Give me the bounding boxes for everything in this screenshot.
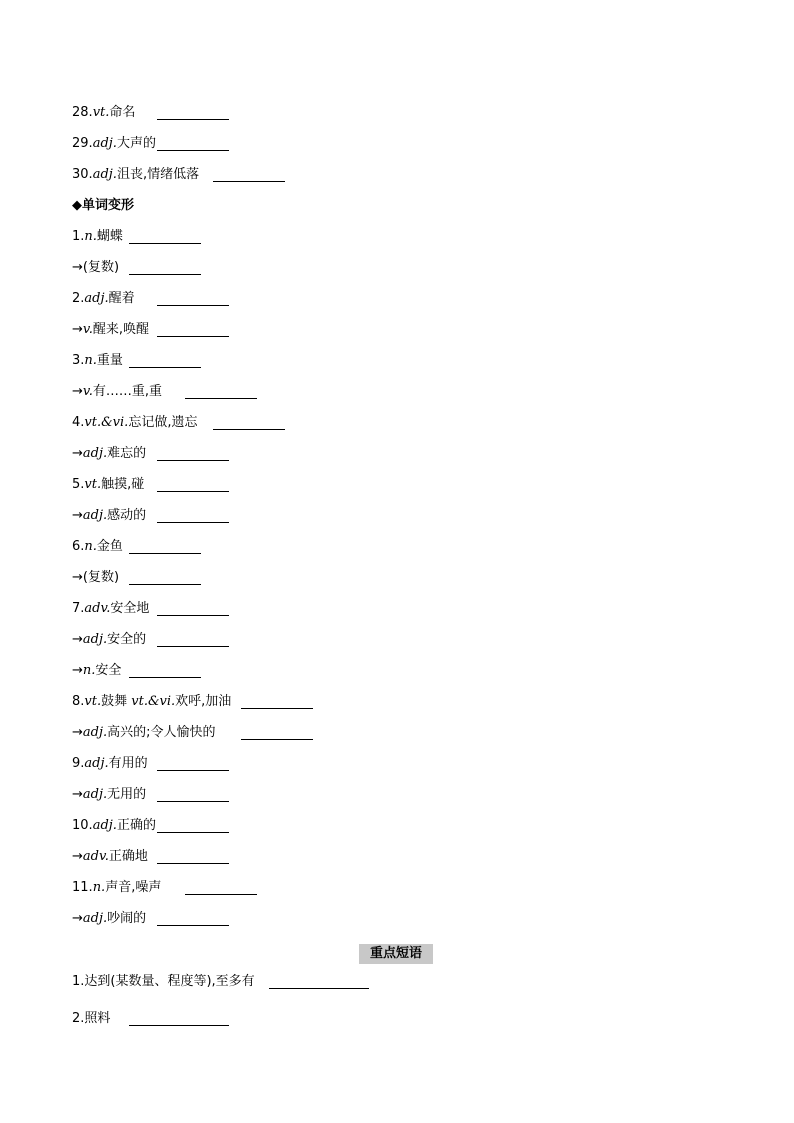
answer-blank[interactable] xyxy=(157,105,229,120)
word-form-item: →adv.正确地 xyxy=(72,847,148,867)
word-form-item: 5.vt.触摸,碰 xyxy=(72,475,144,495)
answer-blank[interactable] xyxy=(157,632,229,647)
word-form-item: →v.有……重,重 xyxy=(72,382,162,402)
word-form-item: 4.vt.&vi.忘记做,遗忘 xyxy=(72,413,197,433)
word-form-item: →(复数) xyxy=(72,258,119,278)
answer-blank[interactable] xyxy=(157,601,229,616)
answer-blank[interactable] xyxy=(129,570,201,585)
answer-blank[interactable] xyxy=(157,291,229,306)
answer-blank[interactable] xyxy=(157,849,229,864)
vocab-item-30: 30.adj.沮丧,情绪低落 xyxy=(72,165,199,185)
answer-blank[interactable] xyxy=(157,477,229,492)
answer-blank[interactable] xyxy=(129,539,201,554)
answer-blank[interactable] xyxy=(129,229,201,244)
answer-blank[interactable] xyxy=(129,1011,229,1026)
phrase-item: 2.照料 xyxy=(72,1009,110,1029)
answer-blank[interactable] xyxy=(241,694,313,709)
answer-blank[interactable] xyxy=(157,818,229,833)
word-form-item: 2.adj.醒着 xyxy=(72,289,135,309)
word-form-item: 11.n.声音,噪声 xyxy=(72,878,161,898)
word-form-item: →v.醒来,唤醒 xyxy=(72,320,149,340)
answer-blank[interactable] xyxy=(157,508,229,523)
word-form-item: →n.安全 xyxy=(72,661,121,681)
vocab-item-28: 28.vt.命名 xyxy=(72,103,135,123)
answer-blank[interactable] xyxy=(241,725,313,740)
word-form-item: 1.n.蝴蝶 xyxy=(72,227,123,247)
word-form-item: 7.adv.安全地 xyxy=(72,599,149,619)
word-form-item: 10.adj.正确的 xyxy=(72,816,156,836)
answer-blank[interactable] xyxy=(269,974,369,989)
answer-blank[interactable] xyxy=(129,353,201,368)
answer-blank[interactable] xyxy=(157,787,229,802)
word-form-item: →adj.难忘的 xyxy=(72,444,146,464)
word-form-item: →adj.高兴的;令人愉快的 xyxy=(72,723,216,743)
word-form-item: 6.n.金鱼 xyxy=(72,537,123,557)
answer-blank[interactable] xyxy=(129,260,201,275)
phrases-heading: 重点短语 xyxy=(359,944,433,964)
vocab-item-29: 29.adj.大声的 xyxy=(72,134,156,154)
word-form-item: →adj.吵闹的 xyxy=(72,909,146,929)
answer-blank[interactable] xyxy=(157,756,229,771)
word-form-item: →adj.感动的 xyxy=(72,506,146,526)
answer-blank[interactable] xyxy=(185,384,257,399)
word-form-item: →(复数) xyxy=(72,568,119,588)
word-forms-heading: ◆单词变形 xyxy=(72,198,134,213)
answer-blank[interactable] xyxy=(157,322,229,337)
answer-blank[interactable] xyxy=(185,880,257,895)
word-form-item: 8.vt.鼓舞 vt.&vi.欢呼,加油 xyxy=(72,692,231,712)
word-form-item: 3.n.重量 xyxy=(72,351,123,371)
answer-blank[interactable] xyxy=(213,167,285,182)
word-form-item: 9.adj.有用的 xyxy=(72,754,148,774)
word-form-item: →adj.安全的 xyxy=(72,630,146,650)
word-form-item: →adj.无用的 xyxy=(72,785,146,805)
answer-blank[interactable] xyxy=(157,136,229,151)
answer-blank[interactable] xyxy=(157,446,229,461)
answer-blank[interactable] xyxy=(213,415,285,430)
answer-blank[interactable] xyxy=(129,663,201,678)
phrase-item: 1.达到(某数量、程度等),至多有 xyxy=(72,972,255,992)
answer-blank[interactable] xyxy=(157,911,229,926)
